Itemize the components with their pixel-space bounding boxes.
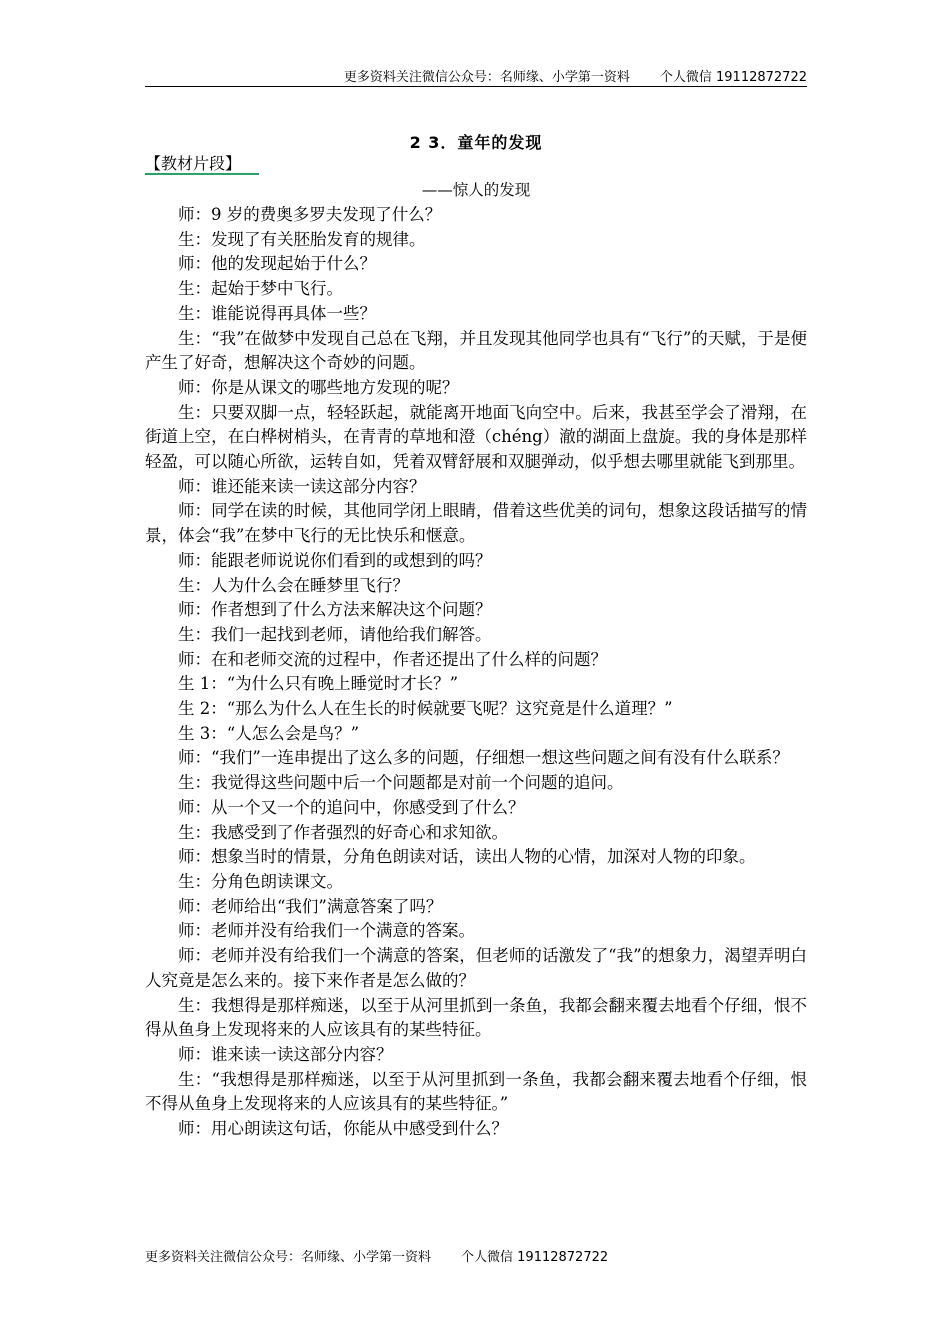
- paragraph: 师：老师给出“我们”满意答案了吗？: [178, 896, 443, 916]
- paragraph: 师：在和老师交流的过程中，作者还提出了什么样的问题？: [178, 649, 607, 669]
- header-public-account: 更多资料关注微信公众号：名师缘、小学第一资料: [343, 70, 630, 85]
- paragraph: 生：只要双脚一点，轻轻跃起，就能离开地面飞向空中。后来，我甚至学会了滑翔，在街道上空，在白桦树梢头，在青青的草地和澄（chéng）澈的湖面上盘旋。我的身体是那样轻盈，可以随心所欲，运转自如，凭着双臂舒展和双腿弹动，似乎想去哪里就能飞到那里。: [145, 402, 807, 472]
- paragraph: 师：能跟老师说说你们看到的或想到的吗？: [178, 550, 492, 570]
- paragraph: 生：“我想得是那样痴迷，以至于从河里抓到一条鱼，我都会翻来覆去地看个仔细，恨不得从鱼身上发现将来的人应该具有的某些特征。”: [145, 1069, 807, 1114]
- subtitle: ——惊人的发现: [421, 181, 531, 199]
- paragraph: 师：想象当时的情景，分角色朗读对话，读出人物的心情，加深对人物的印象。: [178, 847, 756, 867]
- paragraph: 生：发现了有关胚胎发育的规律。: [178, 229, 426, 249]
- footer-public-account: 更多资料关注微信公众号：名师缘、小学第一资料: [145, 1250, 432, 1265]
- page-header: [145, 66, 807, 85]
- paragraph: 师：用心朗读这句话，你能从中感受到什么？: [178, 1119, 508, 1139]
- paragraph: 生：“我”在做梦中发现自己总在飞翔，并且发现其他同学也具有“飞行”的天赋，于是便产生了好奇，想解决这个奇妙的问题。: [145, 328, 807, 373]
- paragraph: 生：分角色朗读课文。: [178, 871, 343, 891]
- paragraph: 生：我感受到了作者强烈的好奇心和求知欲。: [178, 822, 508, 842]
- paragraph: 师：从一个又一个的追问中，你感受到了什么？: [178, 797, 525, 817]
- page-footer: [145, 1246, 608, 1265]
- paragraph: 生 3：“人怎么会是鸟？”: [178, 723, 360, 743]
- paragraph: 师：“我们”一连串提出了这么多的问题，仔细想一想这些问题之间有没有什么联系？: [178, 748, 789, 768]
- paragraph: 师：他的发现起始于什么？: [178, 254, 376, 274]
- paragraph: 师：你是从课文的哪些地方发现的呢？: [178, 377, 459, 397]
- paragraph: 生：我想得是那样痴迷，以至于从河里抓到一条鱼，我都会翻来覆去地看个仔细，恨不得从鱼身上发现将来的人应该具有的某些特征。: [145, 995, 807, 1040]
- paragraph: 生 1：“为什么只有晚上睡觉时才长？”: [178, 674, 459, 694]
- paragraph: 生：我觉得这些问题中后一个问题都是对前一个问题的追问。: [178, 773, 624, 793]
- paragraph: 生：人为什么会在睡梦里飞行？: [178, 575, 409, 595]
- page-title: 2 3．童年的发现: [409, 133, 543, 152]
- paragraph: 师：谁还能来读一读这部分内容？: [178, 476, 426, 496]
- paragraph: 师：9 岁的费奥多罗夫发现了什么？: [178, 205, 442, 224]
- paragraph: 生：我们一起找到老师，请他给我们解答。: [178, 624, 492, 644]
- header-divider: [145, 86, 807, 87]
- paragraph: 生 2：“那么为什么人在生长的时候就要飞呢？这究竟是什么道理？”: [178, 699, 673, 719]
- footer-wechat: 个人微信 19112872722: [461, 1250, 609, 1265]
- paragraph: 师：作者想到了什么方法来解决这个问题？: [178, 600, 492, 620]
- paragraph: 生：起始于梦中飞行。: [178, 279, 343, 299]
- paragraph: 师：老师并没有给我们一个满意的答案，但老师的话激发了“我”的想象力，渴望弄明白人究竟是怎么来的。接下来作者是怎么做的？: [145, 946, 807, 990]
- header-wechat: 个人微信 19112872722: [659, 70, 807, 85]
- paragraph: 师：同学在读的时候，其他同学闭上眼睛，借着这些优美的词句，想象这段话描写的情景，体会“我”在梦中飞行的无比快乐和惬意。: [145, 501, 807, 546]
- paragraph: 师：老师并没有给我们一个满意的答案。: [178, 921, 475, 941]
- paragraph: 生：谁能说得再具体一些？: [178, 303, 376, 323]
- section-label: 【教材片段】: [145, 154, 259, 175]
- paragraph: 师：谁来读一读这部分内容？: [178, 1044, 393, 1064]
- dialogue-body: [145, 203, 807, 1142]
